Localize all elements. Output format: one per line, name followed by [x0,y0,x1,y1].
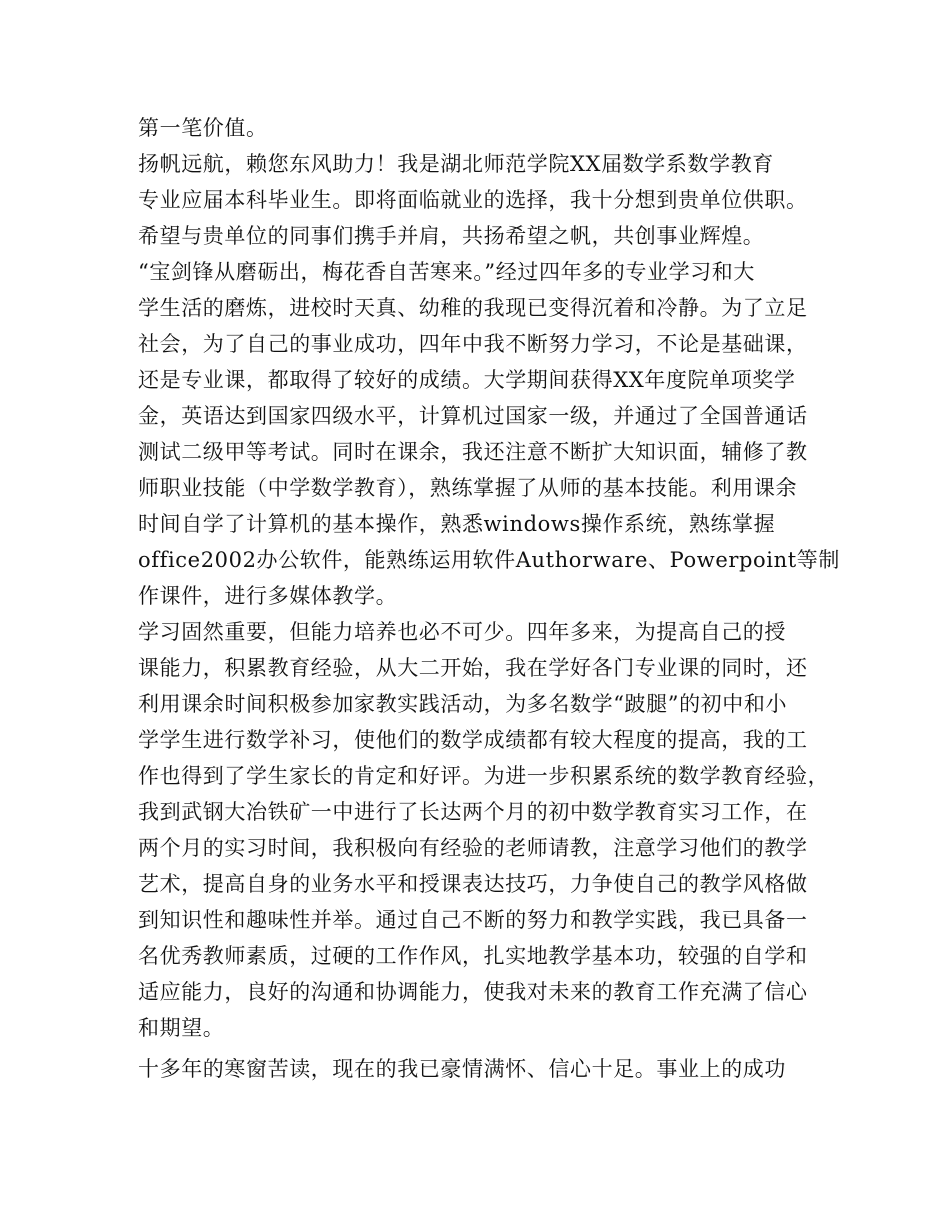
text-line: 作课件，进行多媒体教学。 [138,584,398,608]
text-line: “宝剑锋从磨砺出，梅花香自苦寒来。”经过四年多的专业学习和大 [138,260,755,284]
text-line: 作也得到了学生家长的肯定和好评。为进一步积累系统的数学教育经验， [138,764,830,788]
text-line: 课能力，积累教育经验，从大二开始，我在学好各门专业课的同时，还 [138,656,808,680]
text-line: 测试二级甲等考试。同时在课余，我还注意不断扩大知识面，辅修了教 [138,440,808,464]
text-line: 到知识性和趣味性并举。通过自己不断的努力和教学实践，我已具备一 [138,908,808,932]
text-line: 师职业技能（中学数学教育），熟练掌握了从师的基本技能。利用课余 [138,476,798,500]
text-line: 专业应届本科毕业生。即将面临就业的选择，我十分想到贵单位供职。 [138,188,808,212]
text-line: 和期望。 [138,1016,225,1040]
text-line: 金，英语达到国家四级水平，计算机过国家一级，并通过了全国普通话 [138,404,808,428]
text-line: 学习固然重要，但能力培养也必不可少。四年多来，为提高自己的授 [138,620,786,644]
text-line: 学生活的磨炼，进校时天真、幼稚的我现已变得沉着和冷静。为了立足 [138,296,808,320]
text-line: 还是专业课，都取得了较好的成绩。大学期间获得XX年度院单项奖学 [138,368,796,392]
text-line: 希望与贵单位的同事们携手并肩，共扬希望之帆，共创事业辉煌。 [138,224,765,248]
text-line: 我到武钢大冶铁矿一中进行了长达两个月的初中数学教育实习工作，在 [138,800,808,824]
text-line: 艺术，提高自身的业务水平和授课表达技巧，力争使自己的教学风格做 [138,872,808,896]
text-line: 十多年的寒窗苦读，现在的我已豪情满怀、信心十足。事业上的成功 [138,1057,786,1081]
text-line: 第一笔价值。 [138,116,268,140]
text-line: 社会，为了自己的事业成功，四年中我不断努力学习，不论是基础课， [138,332,808,356]
text-line: 时间自学了计算机的基本操作，熟悉windows操作系统，熟练掌握 [138,512,776,536]
text-line: 扬帆远航，赖您东风助力！我是湖北师范学院XX届数学系数学教育 [138,152,774,176]
text-line: 适应能力，良好的沟通和协调能力，使我对未来的教育工作充满了信心 [138,980,808,1004]
text-line: 利用课余时间积极参加家教实践活动，为多名数学“跛腿”的初中和小 [138,692,788,716]
text-line: office2002办公软件，能熟练运用软件Authorware、Powerpoint等制 [138,548,840,572]
text-line: 两个月的实习时间，我积极向有经验的老师请教，注意学习他们的教学 [138,836,808,860]
text-line: 学学生进行数学补习，使他们的数学成绩都有较大程度的提高，我的工 [138,728,808,752]
text-line: 名优秀教师素质，过硬的工作作风，扎实地教学基本功，较强的自学和 [138,944,808,968]
